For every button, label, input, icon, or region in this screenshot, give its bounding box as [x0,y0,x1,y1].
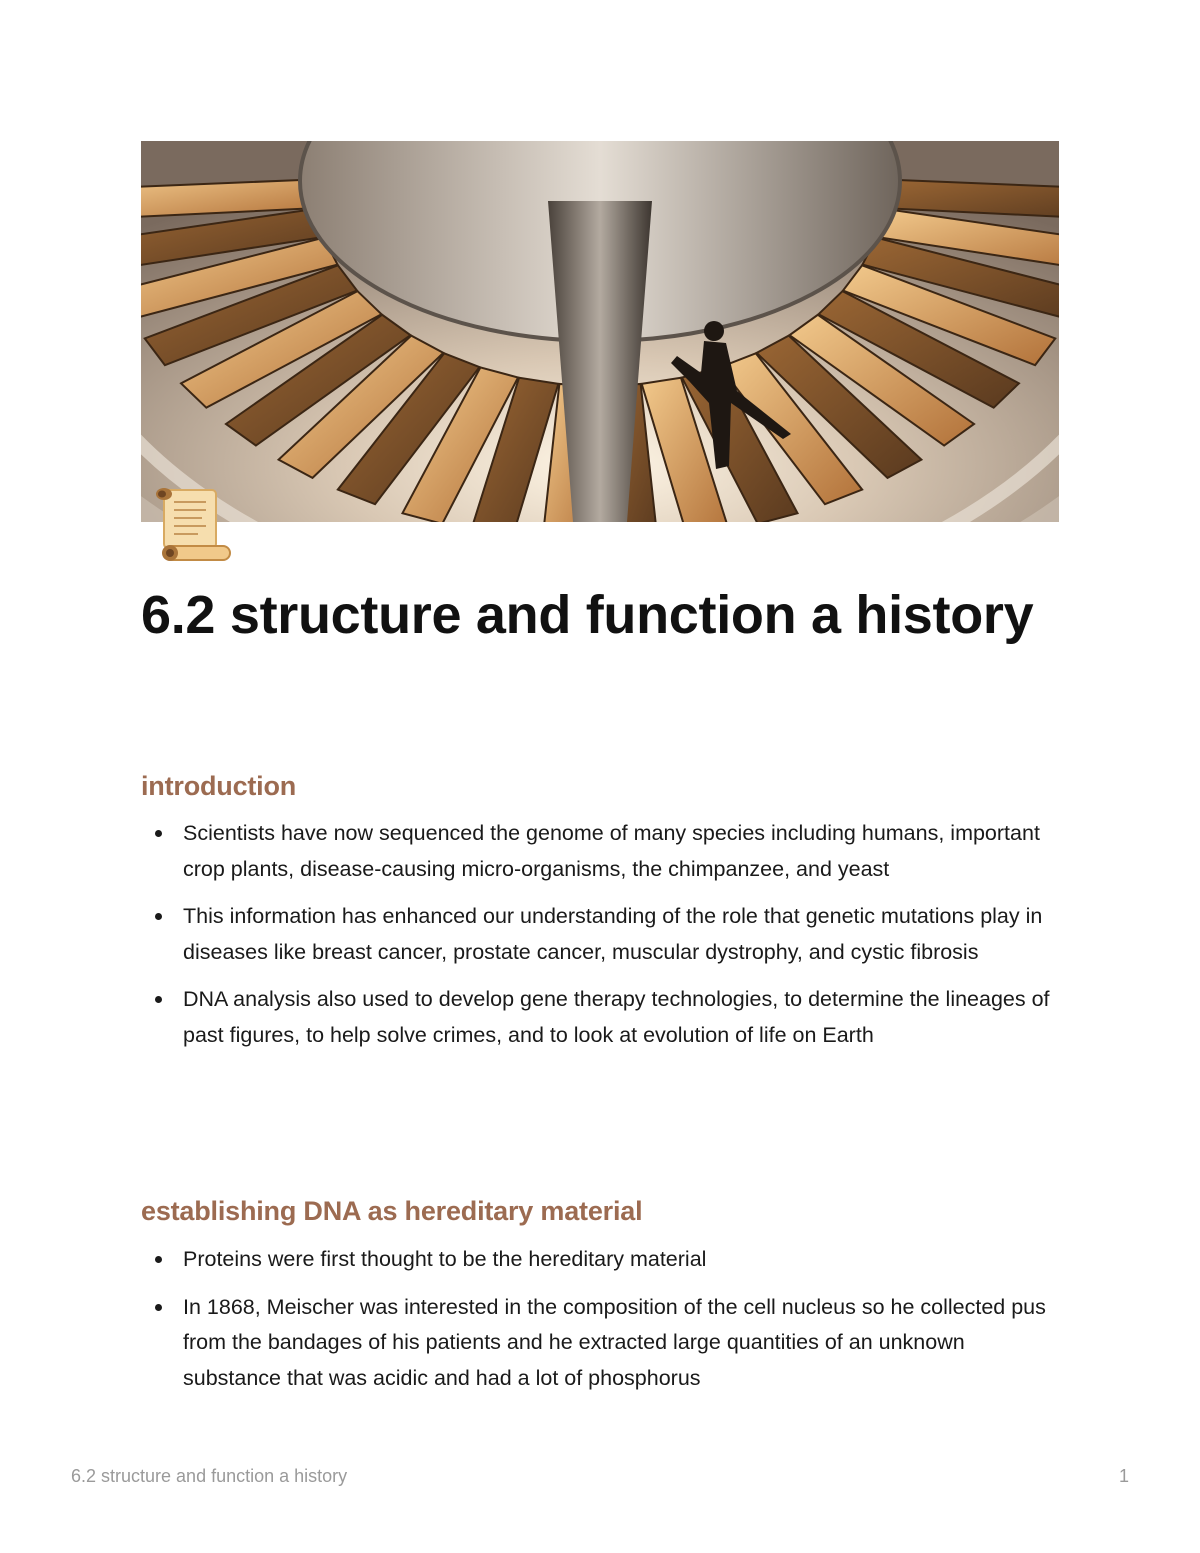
footer-document-title: 6.2 structure and function a history [71,1466,348,1486]
bullet-dot-icon [155,1304,162,1311]
footer-page-number: 1 [1118,1466,1129,1486]
scroll-icon [146,484,236,566]
section-heading-introduction: introduction [141,771,297,801]
bullet-dot-icon [155,1256,162,1263]
bullet-dot-icon [155,913,162,920]
list-item: DNA analysis also used to develop gene therapy technologies, to determine the lineages of past figures, to help solve crimes, and to look at evolution of life on Earth [141,982,1061,1053]
hereditary-material-bullet-list [141,1242,1061,1408]
bullet-dot-icon [155,830,162,837]
section-heading-hereditary-material: establishing DNA as hereditary material [141,1196,643,1226]
list-item: In 1868, Meischer was interested in the composition of the cell nucleus so he collected pus from the bandages of his patients and he extracted large quantities of an unknown substance that was acidic and had a lot of phosphorus [141,1290,1061,1397]
page-title: 6.2 structure and function a history [141,585,1034,645]
list-item: Scientists have now sequenced the genome of many species including humans, important crop plants, disease-causing micro-organisms, the chimpanzee, and yeast [141,816,1061,887]
introduction-bullet-list [141,816,1061,1065]
bullet-dot-icon [155,996,162,1003]
cover-image [141,141,1059,522]
list-item: This information has enhanced our understanding of the role that genetic mutations play in diseases like breast cancer, prostate cancer, muscular dystrophy, and cystic fibrosis [141,899,1061,970]
list-item: Proteins were first thought to be the hereditary material [141,1242,1061,1278]
